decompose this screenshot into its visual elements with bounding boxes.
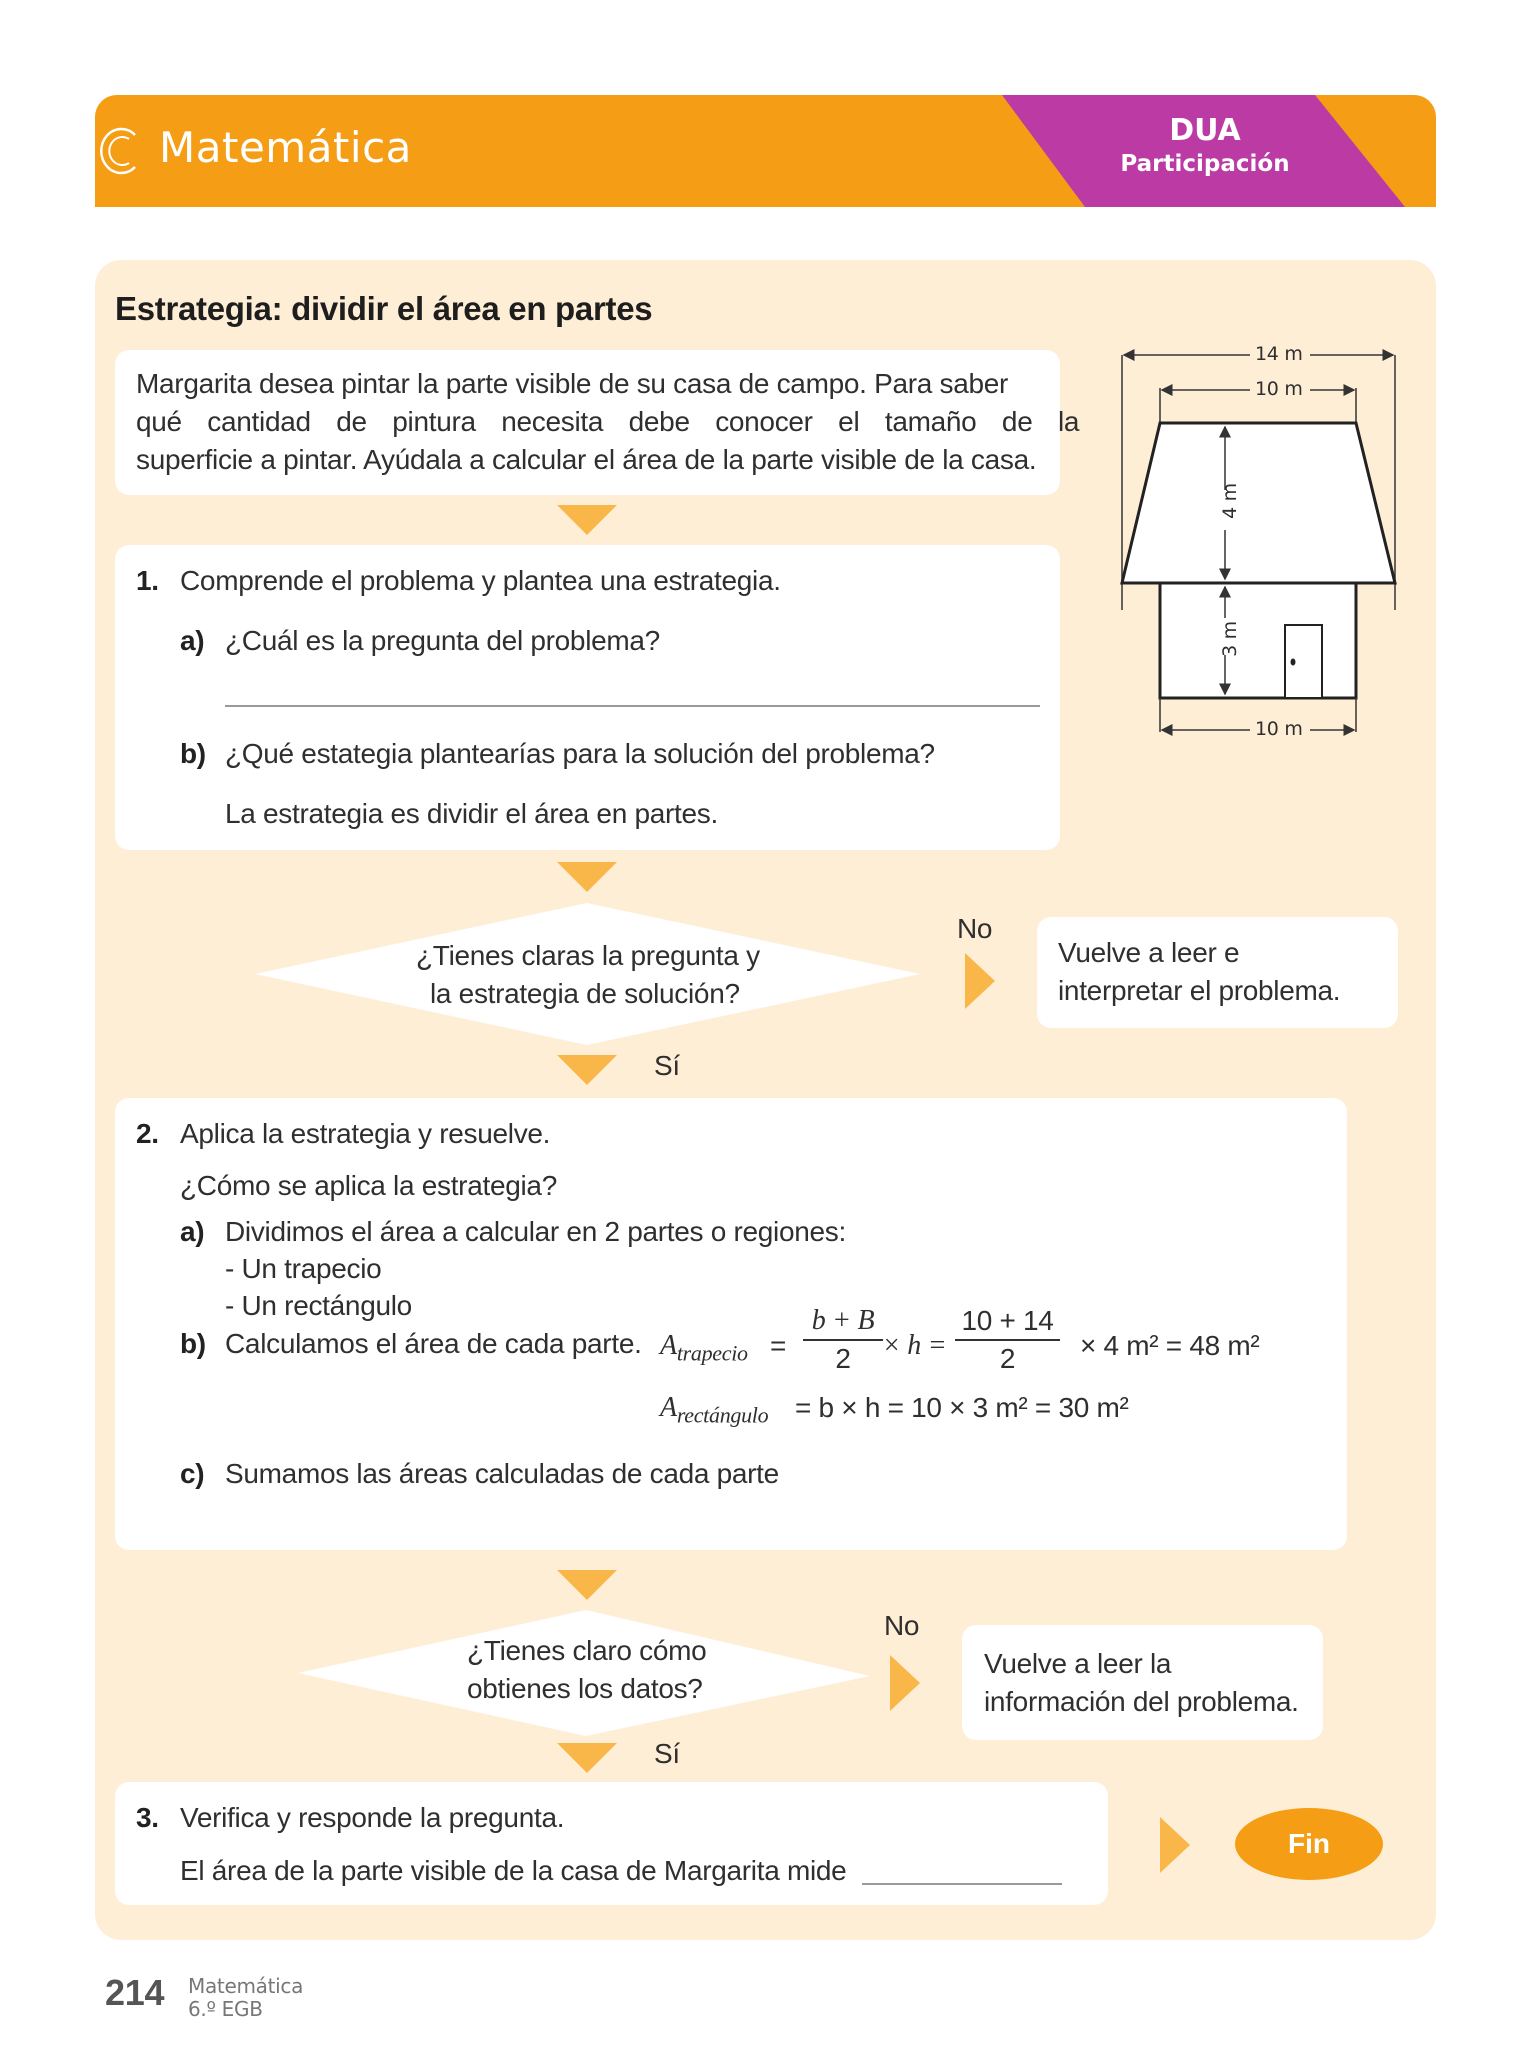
decision1-no-line-2: interpretar el problema.: [1058, 975, 1341, 1006]
step2-c-label: c): [180, 1458, 205, 1489]
formula-rect-lhs: $A_{rectángulo}$: [660, 1392, 769, 1428]
formula-trap-eq: =: [770, 1330, 787, 1361]
formula-trap-fraction-1: b + B 2: [803, 1305, 883, 1375]
decision1-line-2: la estrategia de solución?: [430, 978, 740, 1009]
step1-title: Comprende el problema y plantea una estrategia.: [180, 565, 781, 596]
end-terminal: Fin: [1235, 1808, 1383, 1880]
flow-arrow-down-icon: [557, 1743, 617, 1773]
decision2-yes-label: Sí: [654, 1738, 680, 1769]
step2-a-item-1: - Un trapecio: [225, 1253, 382, 1284]
footer-subject: Matemática: [188, 1974, 304, 1998]
step1-b-answer: La estrategia es dividir el área en partes.: [225, 798, 718, 829]
label-10m-bottom: 10 m: [1255, 718, 1303, 740]
formula-trap-lhs: $A_{trapecio}$: [660, 1330, 748, 1366]
decision1-line-1: ¿Tienes claras la pregunta y: [416, 940, 760, 971]
decision1-no-card: [1037, 917, 1398, 1028]
label-3m: 3 m: [1218, 621, 1241, 657]
step2-a-label: a): [180, 1216, 205, 1247]
step3-answer-line[interactable]: [862, 1883, 1062, 1885]
page-header: [95, 95, 1436, 207]
step2-a-text: Dividimos el área a calcular en 2 partes o regiones:: [225, 1216, 846, 1247]
formula-trap-fraction-2: 10 + 14 2: [955, 1305, 1060, 1375]
problem-line-1: Margarita desea pintar la parte visible de su casa de campo. Para saber: [136, 368, 1009, 399]
label-4m: 4 m: [1218, 483, 1241, 519]
decision1-no-label: No: [957, 913, 993, 944]
formula-trap-result: × 4 m² = 48 m²: [1080, 1330, 1260, 1361]
decision2-line-1: ¿Tienes claro cómo: [467, 1635, 707, 1666]
decision1-yes-label: Sí: [654, 1050, 680, 1081]
flow-arrow-down-icon: [557, 505, 617, 535]
step2-b-text: Calculamos el área de cada parte.: [225, 1328, 642, 1359]
step3-answer-prompt: El área de la parte visible de la casa de Margarita mide: [180, 1855, 847, 1886]
decision2-no-line-1: Vuelve a leer la: [984, 1648, 1172, 1679]
flow-arrow-right-icon: [890, 1655, 920, 1711]
step1-a-answer-line[interactable]: [225, 705, 1040, 707]
flow-arrow-right-icon: [965, 953, 995, 1009]
step1-a-label: a): [180, 625, 205, 656]
step1-b-question: ¿Qué estategia plantearías para la solución del problema?: [225, 738, 935, 769]
decision2-no-label: No: [884, 1610, 920, 1641]
problem-line-3: superficie a pintar. Ayúdala a calcular el área de la parte visible de la casa.: [136, 444, 1037, 475]
step2-number: 2.: [136, 1118, 159, 1149]
formula-trap-times-h: × h =: [882, 1330, 947, 1361]
step2-b-label: b): [180, 1328, 206, 1359]
problem-line-2: qué cantidad de pintura necesita debe conocer el tamaño de la: [136, 406, 1080, 437]
decision1-diamond: [255, 903, 920, 1045]
step3-number: 3.: [136, 1802, 159, 1833]
subject-logo-icon: [97, 123, 141, 179]
step2-title: Aplica la estrategia y resuelve.: [180, 1118, 551, 1149]
decision1-no-line-1: Vuelve a leer e: [1058, 937, 1240, 968]
flow-arrow-down-icon: [557, 862, 617, 892]
label-14m: 14 m: [1255, 343, 1303, 365]
step1-b-label: b): [180, 738, 206, 769]
label-10m-top: 10 m: [1255, 378, 1303, 400]
step2-question: ¿Cómo se aplica la estrategia?: [180, 1170, 557, 1201]
step2-a-item-2: - Un rectángulo: [225, 1290, 412, 1321]
footer-grade: 6.º EGB: [188, 1997, 263, 2021]
step3-title: Verifica y responde la pregunta.: [180, 1802, 565, 1833]
subject-title: Matemática: [159, 123, 412, 172]
page-number: 214: [105, 1972, 165, 2013]
rectangle-wall: [1160, 583, 1356, 698]
step2-c-text: Sumamos las áreas calculadas de cada parte: [225, 1458, 779, 1489]
trapezoid-roof: [1122, 423, 1395, 583]
flow-arrow-right-icon: [1160, 1817, 1190, 1873]
decision2-line-2: obtienes los datos?: [467, 1673, 703, 1704]
flow-arrow-down-icon: [557, 1055, 617, 1085]
decision2-no-card: [962, 1625, 1323, 1740]
house-diagram: [1100, 340, 1410, 740]
flow-arrow-down-icon: [557, 1570, 617, 1600]
section-title: Estrategia: dividir el área en partes: [115, 290, 653, 327]
decision2-no-line-2: información del problema.: [984, 1686, 1299, 1717]
formula-rect-rhs: = b × h = 10 × 3 m² = 30 m²: [795, 1392, 1129, 1423]
dua-badge-title: DUA: [1169, 113, 1241, 148]
dua-badge-subtitle: Participación: [1120, 151, 1290, 177]
step1-number: 1.: [136, 565, 159, 596]
step1-a-question: ¿Cuál es la pregunta del problema?: [225, 625, 660, 656]
